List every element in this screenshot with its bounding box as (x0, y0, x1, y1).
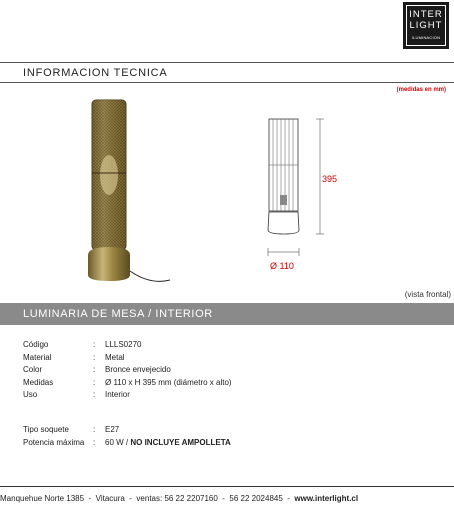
spec-value: E27 (105, 425, 120, 434)
spec-row (23, 424, 231, 437)
footer-sep: - (287, 494, 290, 503)
section-title: INFORMACION TECNICA (23, 67, 168, 79)
logo-line-1: INTER (409, 9, 443, 20)
footer-phone: 56 22 2024845 (229, 494, 283, 503)
spec-value: Interior (105, 390, 130, 399)
category-banner-text: LUMINARIA DE MESA / INTERIOR (23, 308, 213, 320)
footer-sep: - (129, 494, 132, 503)
footer-address: Manquehue Norte 1385 (0, 494, 85, 503)
spec-value (105, 437, 231, 450)
spec-list (23, 339, 232, 402)
spec-row (23, 364, 232, 377)
product-photo (70, 95, 180, 290)
spec-label: Color (23, 365, 43, 374)
footer-city: Vitacura (95, 494, 125, 503)
logo-line-2: LIGHT (409, 20, 443, 31)
spec-separator: : (93, 365, 96, 374)
spec-value: Bronce envejecido (105, 365, 171, 374)
view-note: (vista frontal) (404, 290, 451, 299)
spec-value: LLLS0270 (105, 340, 142, 349)
spec-separator: : (93, 340, 96, 349)
footer-rule (0, 486, 454, 487)
title-rule (0, 82, 454, 83)
category-banner (0, 303, 454, 325)
spec-label: Uso (23, 390, 38, 399)
diameter-dimension: Ø 110 (270, 261, 294, 271)
height-dimension: 395 (322, 174, 338, 184)
spec-separator: : (93, 425, 96, 434)
spec-row (23, 339, 232, 352)
footer-sep: - (222, 494, 225, 503)
logo-line-3: ILUMINACION (411, 35, 441, 40)
top-rule (0, 62, 454, 63)
spec-separator: : (93, 352, 96, 362)
footer-sales-phone: ventas: 56 22 2207160 (136, 494, 218, 503)
spec-row (23, 437, 231, 450)
footer-sep: - (88, 494, 92, 503)
footer (0, 494, 454, 503)
spec-value: Metal (105, 352, 125, 362)
spec-label: Medidas (23, 377, 54, 387)
spec-separator: : (93, 390, 96, 399)
spec-value: Ø 110 x H 395 mm (diámetro x alto) (105, 377, 232, 387)
spec-label: Tipo soquete (23, 425, 69, 434)
spec-label: Código (23, 340, 49, 349)
units-note: (medidas en mm) (396, 87, 446, 93)
technical-drawing (262, 112, 332, 272)
spec-separator: : (93, 437, 96, 447)
spec-label: Potencia máxima (23, 437, 85, 447)
spec-row (23, 352, 232, 365)
footer-website-link[interactable]: www.interlight.cl (294, 494, 359, 503)
spec-row (23, 377, 232, 390)
power-value: 60 W / (105, 437, 131, 447)
spec-row (23, 389, 232, 402)
spec-list-electrical (23, 424, 231, 449)
spec-separator: : (93, 377, 96, 387)
brand-logo (403, 2, 449, 49)
bulb-notice: NO INCLUYE AMPOLLETA (130, 437, 231, 447)
spec-label: Material (23, 352, 52, 362)
